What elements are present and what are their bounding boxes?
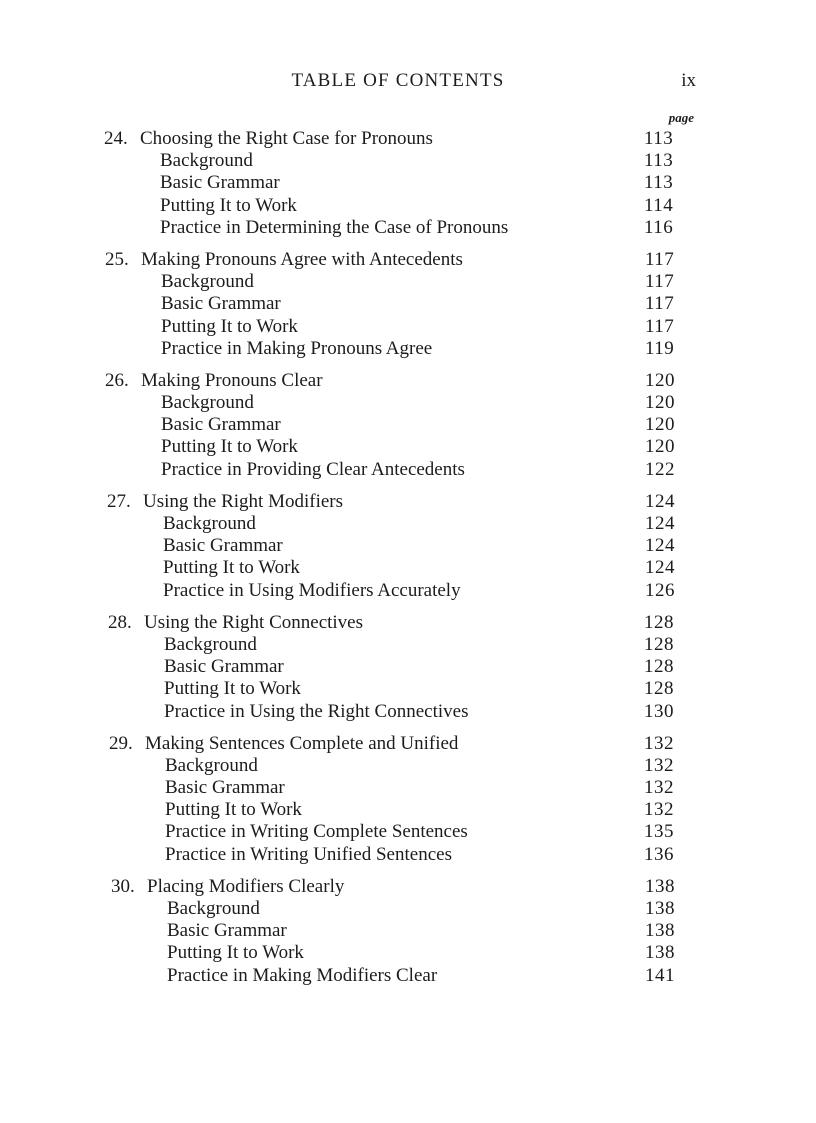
toc-section-25 bbox=[105, 249, 701, 360]
subentry[interactable] bbox=[109, 777, 700, 799]
subentry-title: Background bbox=[165, 755, 262, 777]
page-number: 132 bbox=[640, 799, 688, 821]
chapter-title: Making Pronouns Clear bbox=[141, 370, 327, 392]
subentry-title: Background bbox=[160, 150, 257, 172]
subentry-title: Practice in Using the Right Connectives bbox=[164, 701, 472, 723]
subentry-title: Basic Grammar bbox=[167, 920, 291, 942]
subentry-title: Background bbox=[167, 898, 264, 920]
page-number: 138 bbox=[641, 920, 689, 942]
page-number: 128 bbox=[640, 612, 688, 634]
page-number: 122 bbox=[641, 459, 689, 481]
subentry[interactable] bbox=[104, 217, 700, 239]
toc-section-28 bbox=[108, 612, 700, 723]
subentry-title: Putting It to Work bbox=[161, 436, 302, 458]
subentry-title: Practice in Providing Clear Antecedents bbox=[161, 459, 469, 481]
chapter-entry[interactable] bbox=[105, 249, 701, 271]
chapter-number: 26. bbox=[105, 369, 129, 391]
subentry[interactable] bbox=[105, 316, 701, 338]
subentry-title: Practice in Writing Unified Sentences bbox=[165, 844, 456, 866]
subentry[interactable] bbox=[107, 557, 701, 579]
subentry-title: Practice in Making Pronouns Agree bbox=[161, 338, 436, 360]
subentry[interactable] bbox=[107, 535, 701, 557]
chapter-number: 29. bbox=[109, 732, 133, 754]
subentry[interactable] bbox=[108, 678, 700, 700]
subentry[interactable] bbox=[105, 392, 701, 414]
subentry-title: Basic Grammar bbox=[161, 414, 285, 436]
chapter-title: Choosing the Right Case for Pronouns bbox=[140, 128, 437, 150]
chapter-title: Making Sentences Complete and Unified bbox=[145, 733, 462, 755]
page-number: 113 bbox=[640, 172, 688, 194]
toc-section-26 bbox=[105, 370, 701, 481]
subentry[interactable] bbox=[105, 459, 701, 481]
subentry[interactable] bbox=[109, 821, 700, 843]
subentry-title: Background bbox=[161, 392, 258, 414]
subentry[interactable] bbox=[104, 150, 700, 172]
subentry-title: Practice in Using Modifiers Accurately bbox=[163, 580, 465, 602]
subentry-title: Putting It to Work bbox=[160, 195, 301, 217]
chapter-entry[interactable] bbox=[107, 491, 701, 513]
subentry[interactable] bbox=[111, 965, 701, 987]
toc-section-24 bbox=[104, 128, 700, 239]
subentry[interactable] bbox=[105, 293, 701, 315]
subentry[interactable] bbox=[107, 580, 701, 602]
page-number: 117 bbox=[641, 271, 689, 293]
page-column-label: page bbox=[668, 110, 694, 125]
toc-section-27 bbox=[107, 491, 701, 602]
subentry-title: Putting It to Work bbox=[167, 942, 308, 964]
chapter-number: 28. bbox=[108, 611, 132, 633]
page-number: 124 bbox=[641, 535, 689, 557]
running-title: TABLE OF CONTENTS bbox=[291, 70, 505, 91]
chapter-entry[interactable] bbox=[109, 733, 700, 755]
page-number: 124 bbox=[641, 491, 689, 513]
page-number: 124 bbox=[641, 557, 689, 579]
page-number: 141 bbox=[641, 965, 689, 987]
folio-number: ix bbox=[681, 70, 696, 91]
page-number: 113 bbox=[640, 150, 688, 172]
subentry[interactable] bbox=[105, 271, 701, 293]
page-number: 120 bbox=[641, 392, 689, 414]
page-number: 130 bbox=[640, 701, 688, 723]
subentry[interactable] bbox=[107, 513, 701, 535]
page-number: 136 bbox=[640, 844, 688, 866]
page-number: 132 bbox=[640, 755, 688, 777]
subentry-title: Basic Grammar bbox=[165, 777, 289, 799]
subentry[interactable] bbox=[104, 195, 700, 217]
chapter-entry[interactable] bbox=[108, 612, 700, 634]
page-number: 114 bbox=[640, 195, 688, 217]
subentry[interactable] bbox=[109, 844, 700, 866]
page-number: 132 bbox=[640, 777, 688, 799]
chapter-entry[interactable] bbox=[105, 370, 701, 392]
page-number: 132 bbox=[640, 733, 688, 755]
chapter-entry[interactable] bbox=[104, 128, 700, 150]
chapter-number: 30. bbox=[111, 875, 135, 897]
chapter-number: 27. bbox=[107, 490, 131, 512]
subentry[interactable] bbox=[109, 755, 700, 777]
subentry-title: Background bbox=[164, 634, 261, 656]
subentry-title: Basic Grammar bbox=[163, 535, 287, 557]
page-number: 120 bbox=[641, 414, 689, 436]
running-head bbox=[100, 70, 696, 98]
subentry-title: Background bbox=[163, 513, 260, 535]
subentry-title: Practice in Determining the Case of Pronouns bbox=[160, 217, 512, 239]
subentry[interactable] bbox=[108, 634, 700, 656]
subentry-title: Practice in Making Modifiers Clear bbox=[167, 965, 441, 987]
page-number: 119 bbox=[641, 338, 689, 360]
page-number: 128 bbox=[640, 678, 688, 700]
page-number: 113 bbox=[640, 128, 688, 150]
subentry[interactable] bbox=[105, 414, 701, 436]
chapter-number: 24. bbox=[104, 128, 128, 149]
page-number: 117 bbox=[641, 316, 689, 338]
subentry[interactable] bbox=[111, 942, 701, 964]
page-number: 126 bbox=[641, 580, 689, 602]
subentry-title: Practice in Writing Complete Sentences bbox=[165, 821, 472, 843]
page-number: 138 bbox=[641, 898, 689, 920]
chapter-title: Making Pronouns Agree with Antecedents bbox=[141, 249, 467, 271]
page-number: 120 bbox=[641, 370, 689, 392]
subentry[interactable] bbox=[105, 338, 701, 360]
chapter-number: 25. bbox=[105, 248, 129, 270]
page-number: 128 bbox=[640, 656, 688, 678]
page-number: 117 bbox=[641, 249, 689, 271]
page-number: 116 bbox=[640, 217, 688, 239]
subentry-title: Background bbox=[161, 271, 258, 293]
subentry[interactable] bbox=[108, 701, 700, 723]
page-number: 138 bbox=[641, 876, 689, 898]
chapter-title: Using the Right Modifiers bbox=[143, 491, 347, 513]
subentry-title: Putting It to Work bbox=[165, 799, 306, 821]
subentry-title: Basic Grammar bbox=[164, 656, 288, 678]
chapter-entry[interactable] bbox=[111, 876, 701, 898]
toc-section-29 bbox=[109, 733, 700, 866]
subentry-title: Putting It to Work bbox=[163, 557, 304, 579]
chapter-title: Using the Right Connectives bbox=[144, 612, 367, 634]
page-number: 138 bbox=[641, 942, 689, 964]
page-number: 117 bbox=[641, 293, 689, 315]
table-of-contents bbox=[0, 128, 816, 997]
subentry-title: Putting It to Work bbox=[164, 678, 305, 700]
toc-section-30 bbox=[111, 876, 701, 987]
subentry[interactable] bbox=[111, 920, 701, 942]
subentry-title: Basic Grammar bbox=[160, 172, 284, 194]
subentry-title: Basic Grammar bbox=[161, 293, 285, 315]
subentry[interactable] bbox=[111, 898, 701, 920]
subentry[interactable] bbox=[105, 436, 701, 458]
subentry-title: Putting It to Work bbox=[161, 316, 302, 338]
subentry[interactable] bbox=[104, 172, 700, 194]
chapter-title: Placing Modifiers Clearly bbox=[147, 876, 348, 898]
subentry[interactable] bbox=[108, 656, 700, 678]
page-number: 124 bbox=[641, 513, 689, 535]
page-number: 120 bbox=[641, 436, 689, 458]
page-number: 128 bbox=[640, 634, 688, 656]
subentry[interactable] bbox=[109, 799, 700, 821]
page-number: 135 bbox=[640, 821, 688, 843]
